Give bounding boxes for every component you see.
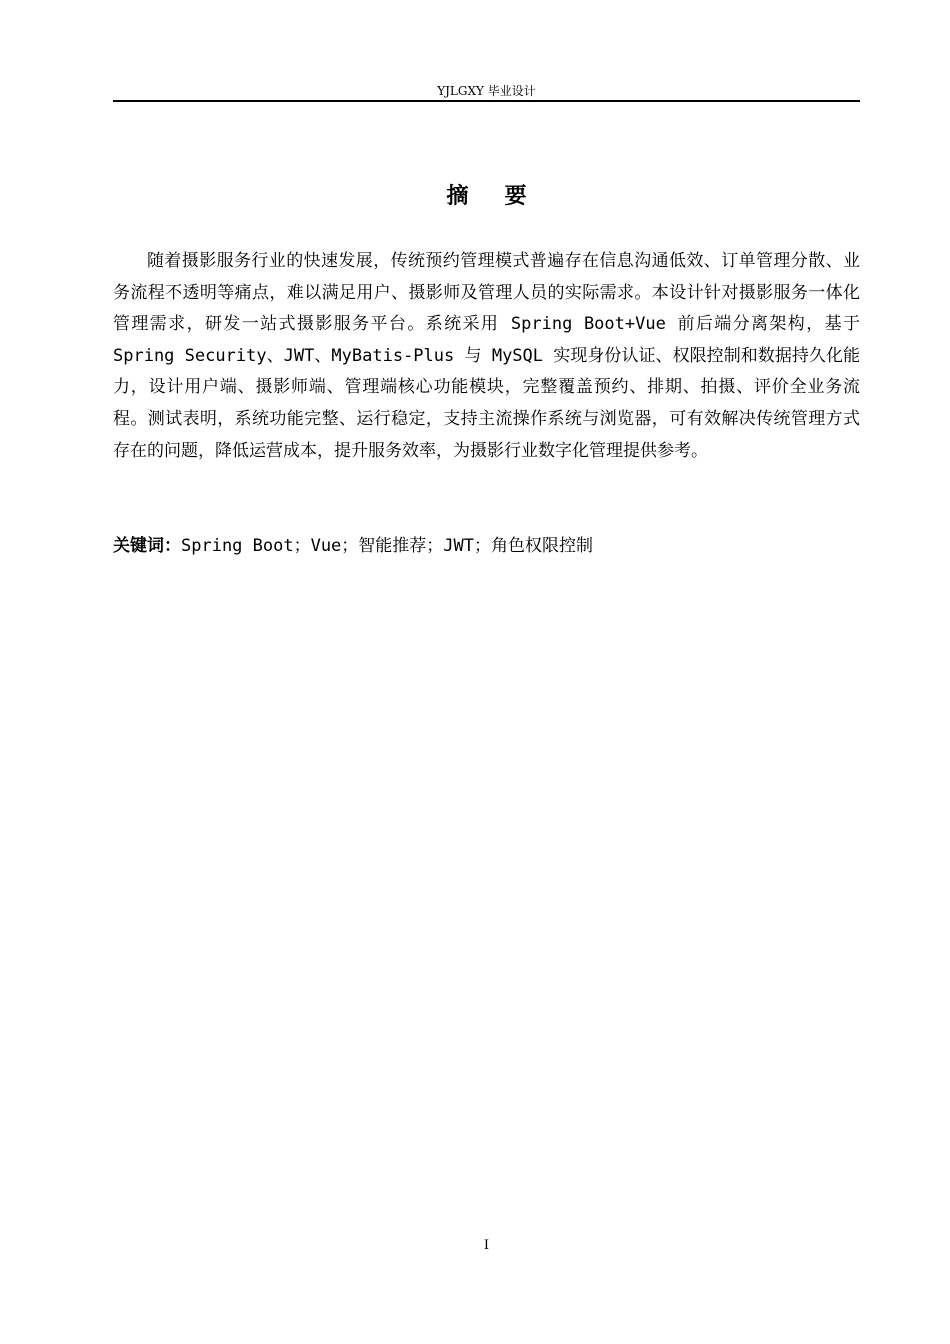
header-rule	[113, 100, 860, 102]
page-title: 摘要	[446, 184, 563, 209]
abstract-paragraph: 随着摄影服务行业的快速发展，传统预约管理模式普遍存在信息沟通低效、订单管理分散、业务流程不透明等痛点，难以满足用户、摄影师及管理人员的实际需求。本设计针对摄影服务一体化管理需求，研发一站式摄影服务平台。系统采用 Spring Boot+Vue 前后端分离架构，基于 Spring Security、JWT、MyBatis-Plus 与 MySQL 实现身份认证、权限控制和数据持久化能力，设计用户端、摄影师端、管理端核心功能模块，完整覆盖预约、排期、拍摄、评价全业务流程。测试表明，系统功能完整、运行稳定，支持主流操作系统与浏览器，可有效解决传统管理方式存在的问题，降低运营成本，提升服务效率，为摄影行业数字化管理提供参考。	[113, 251, 860, 461]
keywords-label: 关键词：	[113, 536, 181, 556]
page-header: YJLGXY 毕业设计	[437, 84, 536, 98]
page-number: I	[483, 1238, 490, 1253]
keywords-line	[113, 531, 860, 562]
keywords-value: Spring Boot；Vue；智能推荐；JWT；角色权限控制	[181, 536, 593, 556]
